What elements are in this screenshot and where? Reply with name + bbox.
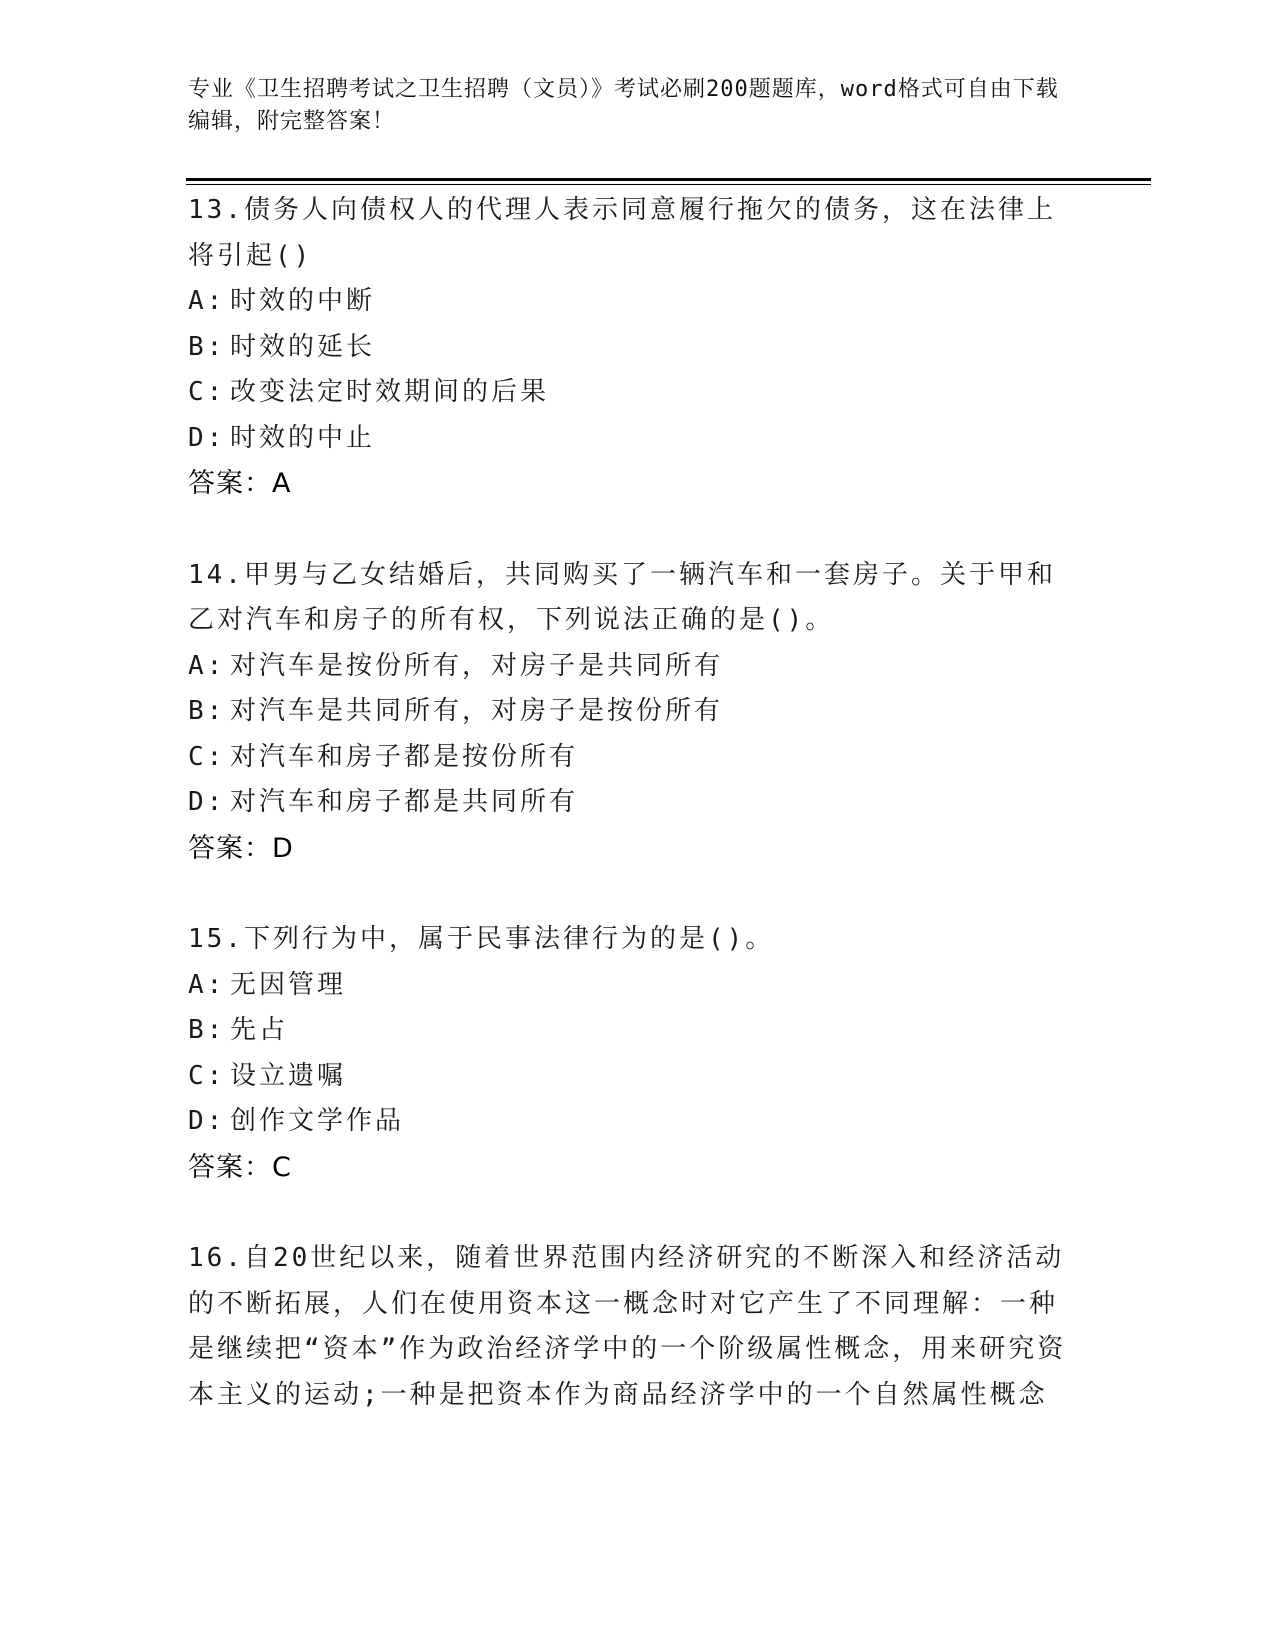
- option-text: 对汽车和房子都是共同所有: [230, 787, 579, 817]
- option-c: [188, 370, 1068, 416]
- question-text: 16.自20世纪以来，随着世界范围内经济研究的不断深入和经济活动的不断拓展，人们在使用资本这一概念时对它产生了不同理解：一种是继续把“资本”作为政治经济学中的一个阶级属性概念，用来研究资本主义的运动;一种是把资本作为商品经济学中的一个自然属性概念: [188, 1243, 1067, 1410]
- option-d: [188, 416, 1068, 462]
- answer-line: 答案：A: [188, 468, 292, 499]
- option-text: 时效的延长: [230, 331, 376, 362]
- option-text: 改变法定时效期间的后果: [230, 377, 550, 407]
- document-header: 专业《卫生招聘考试之卫生招聘（文员）》考试必刷200题题库，word格式可自由下载编辑，附完整答案！: [188, 77, 1059, 134]
- question-16: [188, 1236, 1068, 1418]
- answer-line: 答案：D: [188, 832, 294, 864]
- option-text: 时效的中断: [230, 286, 376, 316]
- option-c: [188, 1054, 1068, 1100]
- question-13: [188, 188, 1068, 507]
- option-letter: C:: [188, 1060, 226, 1091]
- option-c: [188, 735, 1068, 781]
- option-text: 无因管理: [230, 969, 347, 1000]
- option-d: [188, 780, 1068, 826]
- option-text: 对汽车和房子都是按份所有: [230, 741, 579, 772]
- option-letter: B:: [188, 696, 226, 726]
- header-divider-thin: [186, 184, 1151, 185]
- option-text: 先占: [230, 1015, 289, 1045]
- option-letter: B:: [188, 1015, 226, 1045]
- option-text: 创作文学作品: [230, 1106, 405, 1136]
- option-text: 对汽车是共同所有，对房子是按份所有: [230, 696, 724, 726]
- option-text: 时效的中止: [230, 422, 376, 453]
- option-text: 对汽车是按份所有，对房子是共同所有: [230, 650, 724, 681]
- header-divider-thick: [186, 178, 1151, 181]
- answer-line: 答案：C: [188, 1151, 292, 1183]
- option-a: [188, 963, 1068, 1009]
- option-letter: B:: [188, 331, 226, 362]
- option-letter: D:: [188, 787, 226, 817]
- option-b: [188, 325, 1068, 371]
- option-letter: A:: [188, 286, 226, 316]
- option-a: [188, 279, 1068, 325]
- option-text: 设立遗嘱: [230, 1060, 347, 1091]
- question-text: 15.下列行为中，属于民事法律行为的是()。: [188, 924, 775, 954]
- option-a: [188, 644, 1068, 690]
- option-letter: C:: [188, 377, 226, 407]
- option-letter: C:: [188, 741, 226, 772]
- question-14: [188, 553, 1068, 872]
- option-d: [188, 1099, 1068, 1145]
- option-b: [188, 1008, 1068, 1054]
- option-letter: D:: [188, 1106, 226, 1136]
- question-text: 14.甲男与乙女结婚后，共同购买了一辆汽车和一套房子。关于甲和乙对汽车和房子的所有权，下列说法正确的是()。: [188, 559, 1056, 635]
- option-letter: D:: [188, 422, 226, 453]
- question-text: 13.债务人向债权人的代理人表示同意履行拖欠的债务，这在法律上将引起(): [188, 195, 1056, 271]
- question-list: [188, 188, 1068, 1464]
- option-letter: A:: [188, 650, 226, 681]
- option-letter: A:: [188, 969, 226, 1000]
- option-b: [188, 689, 1068, 735]
- question-15: [188, 917, 1068, 1190]
